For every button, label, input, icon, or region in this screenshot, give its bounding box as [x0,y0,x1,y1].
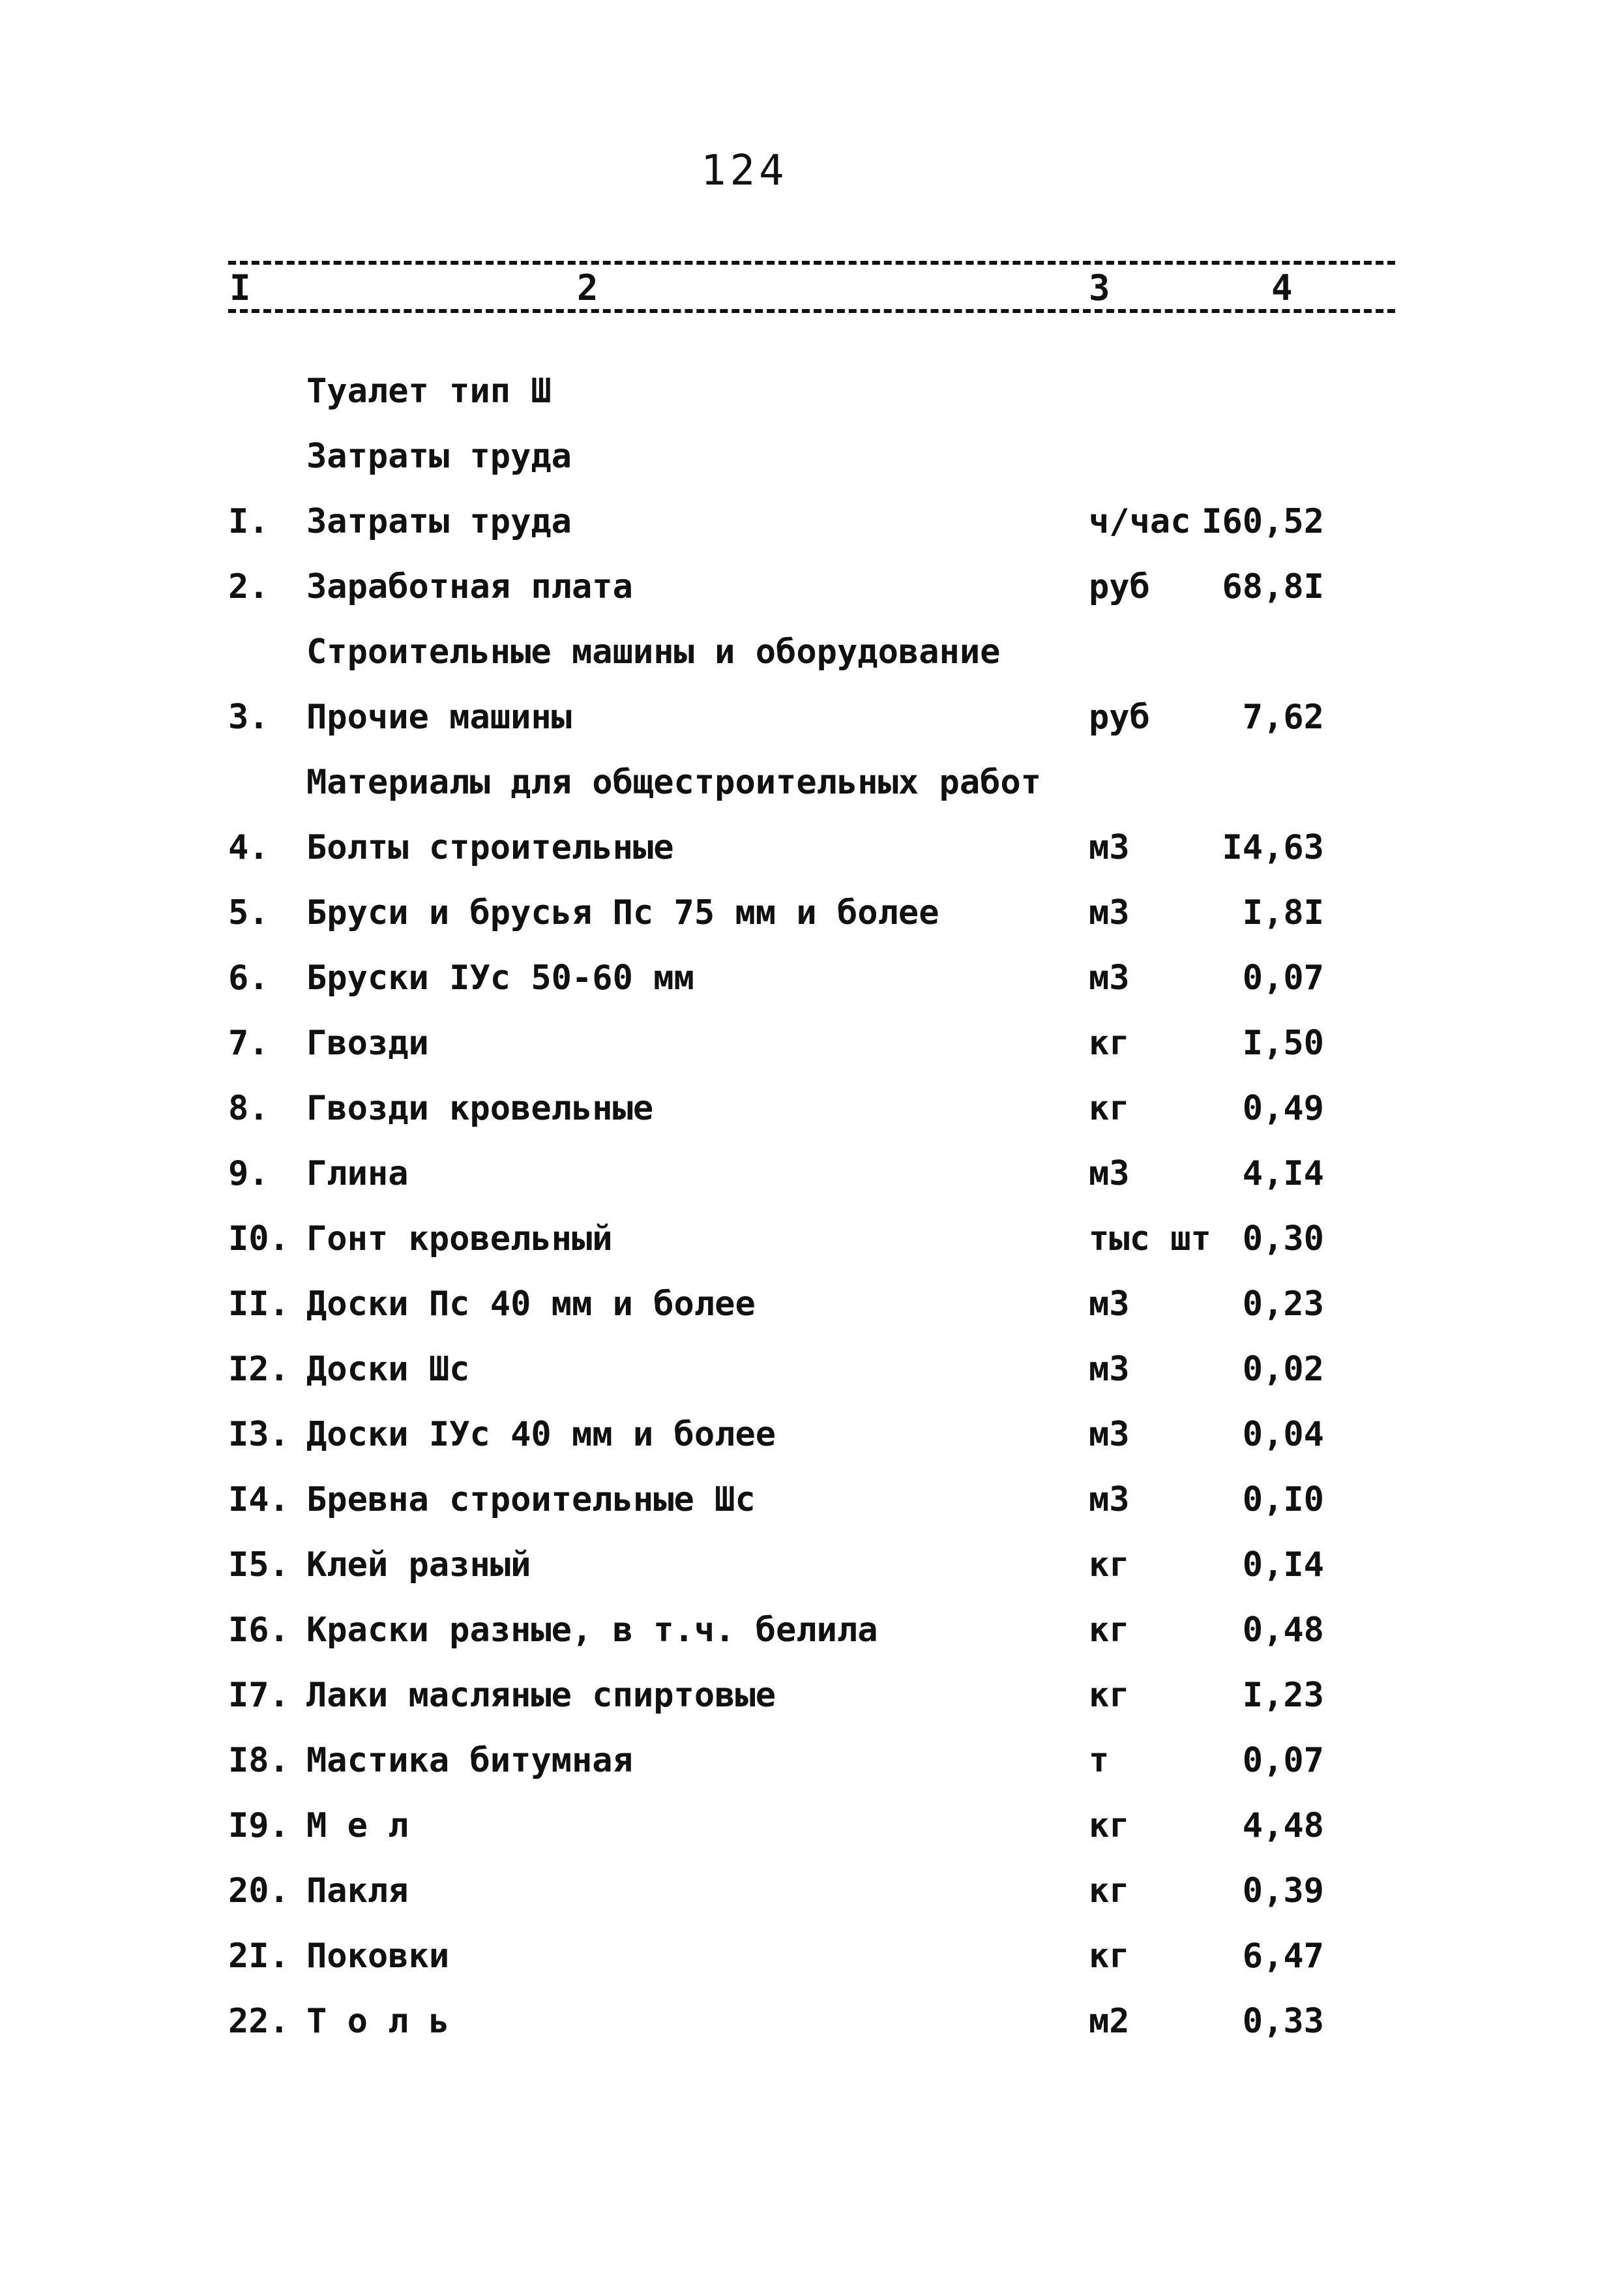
row-name: Доски IУс 40 мм и более [306,1415,776,1454]
row-value: 68,8I [1222,567,1324,606]
row-value: 0,33 [1242,2002,1324,2041]
row-name: Доски Шс [306,1350,470,1389]
row-name: Краски разные, в т.ч. белила [306,1611,878,1650]
row-number: 9. [228,1154,269,1193]
row-value: I,23 [1242,1676,1324,1715]
row-number: 4. [228,828,269,867]
row-number: II. [228,1285,289,1324]
row-value: 0,02 [1242,1350,1324,1389]
row-value: 0,07 [1242,959,1324,998]
row-number: 8. [228,1089,269,1128]
row-unit: м3 [1089,959,1130,998]
row-number: I9. [228,1806,289,1845]
row-value: 0,I4 [1242,1545,1324,1584]
row-number: I7. [228,1676,289,1715]
row-value: 4,I4 [1242,1154,1324,1193]
table-row [0,1219,1624,1271]
section-heading: Затраты труда [306,437,572,476]
row-name: Глина [306,1154,409,1193]
table-row [0,1024,1624,1076]
row-unit: кг [1089,1545,1130,1584]
table-row [0,893,1624,945]
row-unit: кг [1089,1089,1130,1128]
row-name: М е л [306,1806,409,1845]
row-number: 6. [228,959,269,998]
row-name: Т о л ь [306,2002,450,2041]
row-number: 3. [228,698,269,737]
row-unit: тыс шт [1089,1219,1211,1258]
row-value: 0,23 [1242,1285,1324,1324]
row-unit: т [1089,1741,1110,1780]
section-heading: Строительные машины и оборудование [306,632,1001,672]
row-unit: кг [1089,1937,1130,1976]
table-row [0,1089,1624,1141]
column-header-1: I [229,267,251,308]
row-unit: кг [1089,1676,1130,1715]
table-header-rule [228,309,1395,313]
row-unit: м3 [1089,893,1130,932]
row-unit: кг [1089,1611,1130,1650]
row-number: 20. [228,1871,289,1911]
row-unit: м3 [1089,1285,1130,1324]
row-unit: руб [1089,698,1150,737]
row-number: I2. [228,1350,289,1389]
row-value: 0,I0 [1242,1480,1324,1519]
row-name: Поковки [306,1937,450,1976]
row-unit: руб [1089,567,1150,606]
row-number: I. [228,502,269,541]
row-name: Затраты труда [306,502,572,541]
row-name: Доски Пс 40 мм и более [306,1285,756,1324]
table-row [0,502,1624,554]
table-row [0,2002,1624,2054]
row-number: 2. [228,567,269,606]
page-number: 124 [701,147,788,195]
column-header-2: 2 [577,267,598,308]
row-number: I6. [228,1611,289,1650]
row-value: 7,62 [1242,698,1324,737]
row-name: Лаки масляные спиртовые [306,1676,776,1715]
row-unit: м3 [1089,828,1130,867]
row-name: Болты строительные [306,828,674,867]
section-heading: Материалы для общестроительных работ [306,763,1042,802]
row-name: Бруски IУс 50-60 мм [306,959,694,998]
row-unit: м3 [1089,1415,1130,1454]
row-value: I,50 [1242,1024,1324,1063]
table-row [0,1350,1624,1402]
row-number: I5. [228,1545,289,1584]
row-name: Гвозди кровельные [306,1089,654,1128]
row-name: Гонт кровельный [306,1219,613,1258]
row-value: 0,48 [1242,1611,1324,1650]
table-row [0,828,1624,880]
row-unit: м3 [1089,1154,1130,1193]
table-row [0,1741,1624,1793]
row-unit: м3 [1089,1480,1130,1519]
section-heading: Туалет тип Ш [306,372,552,411]
row-name: Клей разный [306,1545,531,1584]
row-unit: кг [1089,1871,1130,1911]
table-top-rule [228,261,1395,265]
row-name: Пакля [306,1871,409,1911]
table-row [0,1154,1624,1206]
table-row [0,959,1624,1011]
row-value: I60,52 [1202,502,1324,541]
table-row [0,1415,1624,1467]
row-value: 4,48 [1242,1806,1324,1845]
row-number: 5. [228,893,269,932]
row-value: 6,47 [1242,1937,1324,1976]
column-header-3: 3 [1089,267,1110,308]
row-unit: м3 [1089,1350,1130,1389]
row-value: I,8I [1242,893,1324,932]
row-value: 0,07 [1242,1741,1324,1780]
row-name: Бревна строительные Шс [306,1480,756,1519]
table-row [0,698,1624,750]
row-value: 0,04 [1242,1415,1324,1454]
row-name: Гвозди [306,1024,429,1063]
row-number: I8. [228,1741,289,1780]
row-number: 7. [228,1024,269,1063]
table-row [0,1806,1624,1858]
row-unit: кг [1089,1024,1130,1063]
row-name: Бруси и брусья Пс 75 мм и более [306,893,939,932]
row-number: I4. [228,1480,289,1519]
row-number: 22. [228,2002,289,2041]
row-value: 0,30 [1242,1219,1324,1258]
table-row [0,1480,1624,1532]
table-row [0,1285,1624,1337]
row-value: 0,39 [1242,1871,1324,1911]
table-row [0,567,1624,619]
row-unit: ч/час [1089,502,1191,541]
row-number: I0. [228,1219,289,1258]
row-value: I4,63 [1222,828,1324,867]
row-unit: кг [1089,1806,1130,1845]
table-row [0,1545,1624,1598]
row-unit: м2 [1089,2002,1130,2041]
table-row [0,1611,1624,1663]
row-number: 2I. [228,1937,289,1976]
table-row [0,1937,1624,1989]
row-name: Заработная плата [306,567,633,606]
row-value: 0,49 [1242,1089,1324,1128]
table-row [0,1676,1624,1728]
column-header-4: 4 [1271,267,1293,308]
row-name: Мастика битумная [306,1741,633,1780]
row-number: I3. [228,1415,289,1454]
table-row [0,1871,1624,1924]
row-name: Прочие машины [306,698,572,737]
